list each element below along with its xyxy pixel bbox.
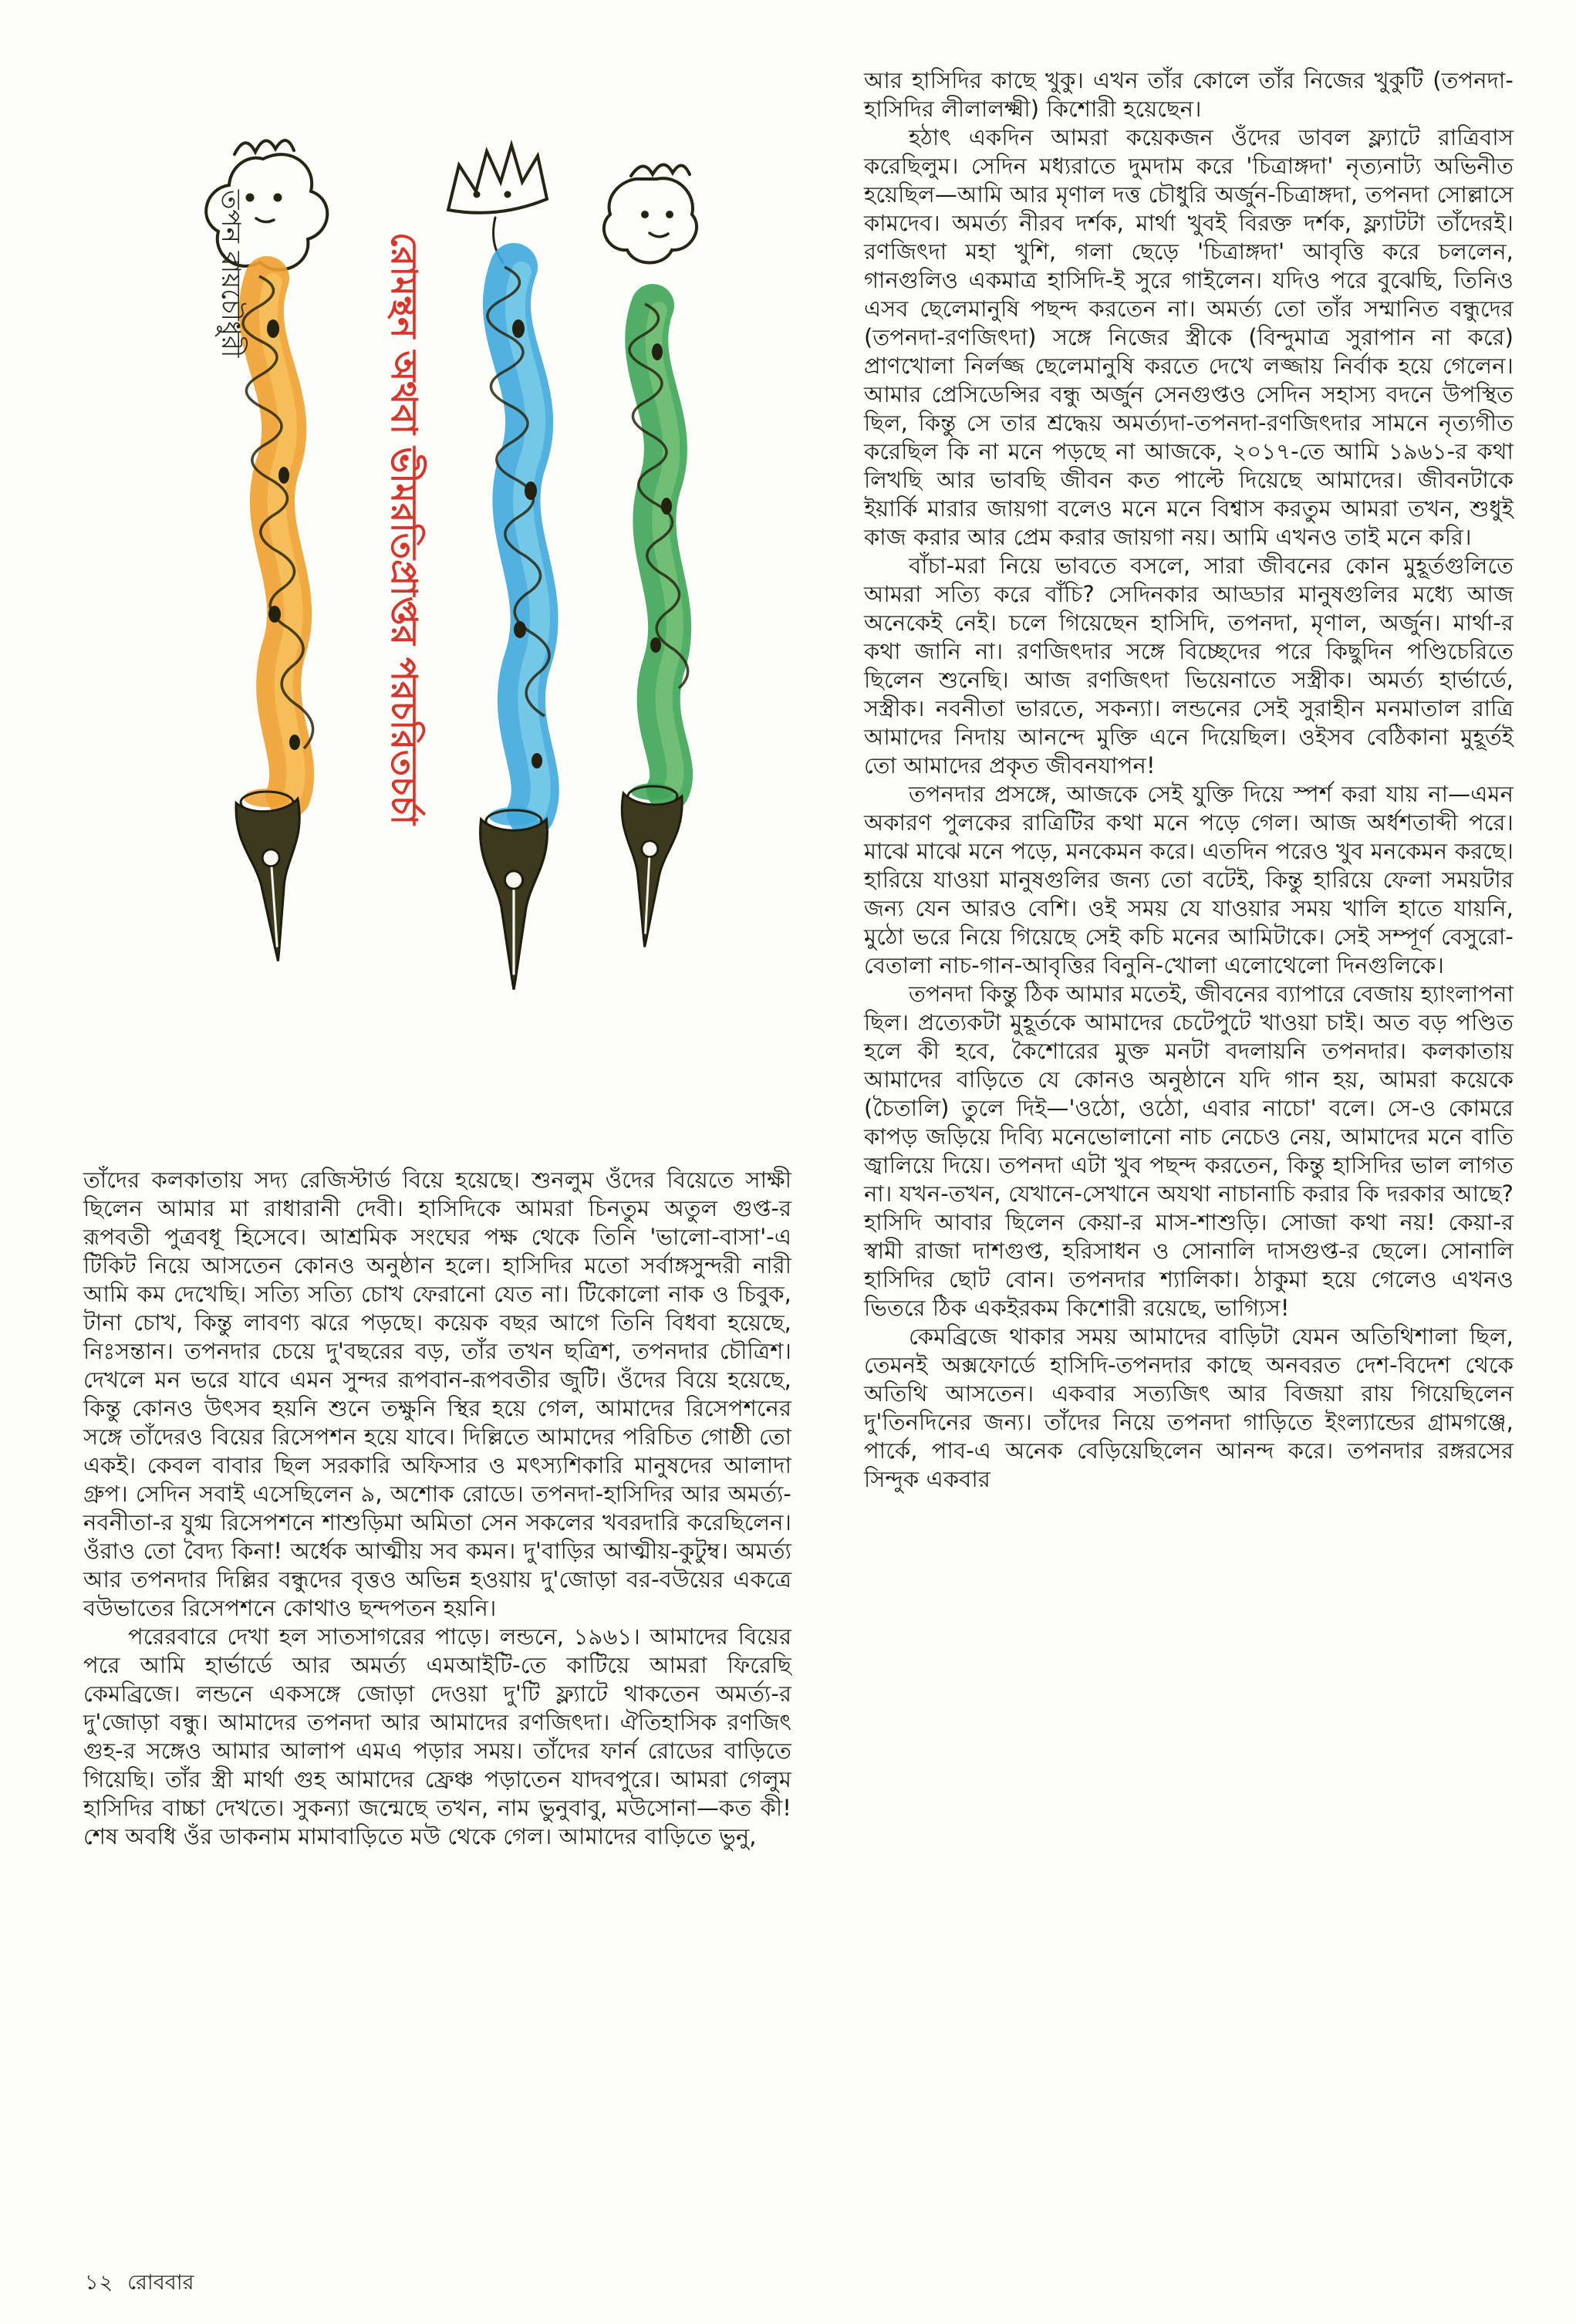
body-paragraph: তপনদার প্রসঙ্গে, আজকে সেই যুক্তি দিয়ে স্পর্শ করা যায় না—এমন অকারণ পুলকের রাত্রিটির কথা মনে পড়ে গেল। আজ অর্ধশতাব্দী পরে। মাঝে মাঝে মনে পড়ে, মনকেমন করে। এতদিন পরেও খুব মনকেমন করছে। হারিয়ে যাওয়া মানুষগুলির জন্য তো বটেই, কিন্তু হারিয়ে ফেলা সময়টার জন্য যেন আরও বেশি। ওই সময় যে যাওয়ার সময় খালি হাতে যায়নি, মুঠো ভরে নিয়ে গিয়েছে সেই কচি মনের আমিটাকে। সেই সম্পূর্ণ বেসুরো-বেতালা নাচ-গান-আবৃত্তির বিনুনি-খোলা এলোথেলো দিনগুলিকে।: [864, 781, 1514, 978]
body-paragraph: বাঁচা-মরা নিয়ে ভাবতে বসলে, সারা জীবনের কোন মুহূর্তগুলিতে আমরা সত্যি করে বাঁচি? সেদিনকার আড্ডার মানুষগুলির মধ্যে আজ অনেকেই নেই। চলে গিয়েছেন হাসিদি, তপনদা, মৃণাল, অর্জুন। মার্থা-র কথা জানি না। রণজিৎদার সঙ্গে বিচ্ছেদের পরে কিছুদিন পণ্ডিচেরিতে ছিলেন শুনেছি। আজ রণজিৎদা ভিয়েনাতে সস্ত্রীক। অমর্ত্য হার্ভার্ডে, সস্ত্রীক। নবনীতা ভারতে, সকন্যা। লন্ডনের সেই সুরাহীন মনমাতাল রাত্রি আমাদের নিদায় আনন্দে মুক্তি এনে দিয়েছিল। ওইসব বেঠিকানা মুহূর্তই তো আমাদের প্রকৃত জীবনযাপন!: [864, 552, 1514, 779]
body-paragraph: কেমব্রিজে থাকার সময় আমাদের বাড়িটা যেমন অতিথিশালা ছিল, তেমনই অক্সফোর্ডে হাসিদি-তপনদার কাছে অনবরত দেশ-বিদেশ থেকে অতিথি আসতেন। একবার সত্যজিৎ আর বিজয়া রায় গিয়েছিলেন দু'তিনদিনের জন্য। তাঁদের নিয়ে তপনদা গাড়িতে ইংল্যান্ডের গ্রামগঞ্জে, পার্কে, পাব-এ অনেক বেড়িয়েছিলেন আনন্দ করে। তপনদার রঙ্গরসের সিন্দুক একবার: [864, 1323, 1514, 1492]
pen-nib-icon: [615, 793, 683, 948]
ink-trail-orange: [241, 276, 313, 813]
body-paragraph: তাঁদের কলকাতায় সদ্য রেজিস্টার্ড বিয়ে হয়েছে। শুনলুম ওঁদের বিয়েতে সাক্ষী ছিলেন আমার মা রাধারানী দেবী। হাসিদিকে আমরা চিনতুম অতুল গুপ্ত-র রূপবতী পুত্রবধূ হিসেবে। আশ্রমিক সংঘের পক্ষ থেকে তিনি 'ভালো-বাসা'-এ টিকিট নিয়ে আসতেন কোনও অনুষ্ঠান হলে। হাসিদির মতো সর্বাঙ্গসুন্দরী নারী আমি কম দেখেছি। সত্যি সত্যি চোখ ফেরানো যেত না। টিকোলো নাক ও চিবুক, টানা চোখ, কিন্তু লাবণ্য ঝরে পড়ছে। কয়েক বছর আগে তিনি বিধবা হয়েছে, নিঃসন্তান। তপনদার চেয়ে দু'বছরের বড়, তাঁর তখন ছত্রিশ, তপনদার চৌত্রিশ। দেখলে মন ভরে যাবে এমন সুন্দর রূপবান-রূপবতীর জুটি। ওঁদের বিয়ে হয়েছে, কিন্তু কোনও উৎসব হয়নি শুনে তক্ষুনি স্থির হয়ে গেল, আমাদের রিসেপশনের সঙ্গে তাঁদেরও বিয়ের রিসেপশন হয়ে যাবে। দিল্লিতে আমাদের পরিচিত গোষ্ঠী তো একই। কেবল বাবার ছিল সরকারি অফিসার ও মৎস্যশিকারি মানুষদের আলাদা গ্রুপ। সেদিন সবাই এসেছিলেন ৯, অশোক রোডে। তপনদা-হাসিদির আর অমর্ত্য-নবনীতা-র যুগ্ম রিসেপশনে শাশুড়িমা অমিতা সেন সকলের খবরদারি করেছিলেন। ওঁরাও তো বৈদ্য কিনা! অর্ধেক আত্মীয় সব কমন। দু'বাড়ির আত্মীয়-কুটুম্ব। অমর্ত্য আর তপনদার দিল্লির বন্ধুদের বৃত্তও অভিন্ন হওয়ায় দু'জোড়া বর-বউয়ের একত্রে বউভাতের রিসেপশনে কোথাও ছন্দপতন হয়নি।: [83, 1167, 791, 1621]
body-paragraph: পরেরবারে দেখা হল সাতসাগরের পাড়ে। লন্ডনে, ১৯৬১। আমাদের বিয়ের পরে আমি হার্ভার্ডে আর অমর্ত্য এমআইটি-তে কাটিয়ে আমরা ফিরেছি কেমব্রিজে। লন্ডনে একসঙ্গে জোড়া দেওয়া দু'টি ফ্ল্যাটে থাকতেন অমর্ত্য-র দু'জোড়া বন্ধু। আমাদের তপনদা আর আমাদের রণজিৎদা। ঐতিহাসিক রণজিৎ গুহ-র সঙ্গেও আমার আলাপ এমএ পড়ার সময়। তাঁদের ফার্ন রোডের বাড়িতে গিয়েছি। তাঁর স্ত্রী মার্থা গুহ আমাদের ফ্রেঞ্চ পড়াতেন যাদবপুরে। আমরা গেলুম হাসিদির বাচ্চা দেখতে। সুকন্যা জন্মেছে তখন, নাম ভুনুবাবু, মউসোনা—কত কী! শেষ অবধি ওঁর ডাকনাম মামাবাড়িতে মউ থেকে গেল। আমাদের বাড়িতে ভুনু,: [83, 1623, 791, 1849]
right-column: [864, 66, 1514, 1494]
page-footer: [85, 2267, 194, 2302]
crown-doodle: [448, 145, 547, 262]
left-column: [83, 74, 791, 1851]
pen-nib-icon: [235, 799, 309, 963]
body-paragraph: তপনদা কিন্তু ঠিক আমার মতেই, জীবনের ব্যাপারে বেজায় হ্যাংলাপনা ছিল। প্রত্যেকটা মুহূর্তকে আমাদের চেটেপুটে খাওয়া চাই। অত বড় পণ্ডিত হলে কী হবে, কৈশোরের মুক্ত মনটা বদলায়নি তপনদার। কলকাতায় আমাদের বাড়িতে যে কোনও অনুষ্ঠানে যদি গান হয়, আমরা কয়েকে (চৈতালি) তুলে দিই—'ওঠো, ওঠো, এবার নাচো' বলে। সে-ও কোমরে কাপড় জড়িয়ে দিব্যি মনেভোলানো নাচ নেচেও নেয়, আমাদের মনে বাতি জ্বালিয়ে দিয়ে। তপনদা এটা খুব পছন্দ করতেন, কিন্তু হাসিদির ভাল লাগত না। যখন-তখন, যেখানে-সেখানে অযথা নাচানাচি করার কি দরকার আছে? হাসিদি আবার ছিলেন কেয়া-র মাস-শাশুড়ি। সোজা কথা নয়! কেয়া-র স্বামী রাজা দাশগুপ্ত, হরিসাধন ও সোনালি দাসগুপ্ত-র ছেলে। সোনালি হাসিদির ছোট বোন। তপনদার শ্যালিকা। ঠাকুমা হয়ে গেলেও এখনও ভিতরে ঠিক একইরকম কিশোরী রয়েছে, ভাগ্যিস!: [864, 981, 1514, 1321]
magazine-title: রোববার: [127, 2271, 194, 2295]
pen-nib-icon: [481, 819, 548, 989]
ink-trail-blue: [486, 267, 549, 832]
cover-illustration: [151, 74, 791, 1146]
ink-trail-green: [628, 304, 688, 806]
pen-ink-illustration: [151, 74, 791, 1143]
series-title: রোমন্থন অথবা ভীমরতিপ্রাপ্তর পরচরিতচর্চা: [383, 232, 425, 826]
body-paragraph: হঠাৎ একদিন আমরা কয়েকজন ওঁদের ডাবল ফ্ল্যাটে রাত্রিবাস করেছিলুম। সেদিন মধ্যরাতে দুমদাম করে 'চিত্রাঙ্গদা' নৃত্যনাট্য অভিনীত হয়েছিল—আমি আর মৃণাল দত্ত চৌধুরি অর্জুন-চিত্রাঙ্গদা, তপনদা সোল্লাসে কামদেব। অমর্ত্য নীরব দর্শক, মার্থা খুবই বিরক্ত দর্শক, ফ্ল্যাটটা তাঁদেরই। রণজিৎদা মহা খুশি, গলা ছেড়ে 'চিত্রাঙ্গদা' আবৃত্তি করে চললেন, গানগুলিও একমাত্র হাসিদি-ই সুরে গাইলেন। যদিও পরে বুঝেছি, তিনিও এসব ছেলেমানুষি পছন্দ করতেন না। অমর্ত্য তো তাঁর সম্মানিত বন্ধুদের (তপনদা-রণজিৎদা) সঙ্গে নিজের স্ত্রীকে (বিন্দুমাত্র সুরাপান না করে) প্রাণখোলা নির্লজ্জ ছেলেমানুষি করতে দেখে লজ্জায় নির্বাক হয়ে গেলেন। আমার প্রেসিডেন্সির বন্ধু অর্জুন সেনগুপ্তও সেদিন সহাস্য বদনে উপস্থিত ছিল, কিন্তু সে তার শ্রদ্ধেয় অমর্ত্যদা-তপনদা-রণজিৎদার সামনে নৃত্যগীত করেছিল কি না মনে পড়ছে না আজকে, ২০১৭-তে আমি ১৯৬১-র কথা লিখছি আর ভাবছি জীবন কত পাল্টে দিয়েছে আমাদের। জীবনটাকে ইয়ার্কি মারার জায়গা বলেও মনে মনে বিশ্বাস করতুম আমরা তখন, শুধুই কাজ করার আর প্রেম করার জায়গা নয়। আমি এখনও তাই মনে করি।: [864, 124, 1514, 550]
left-column-text: [83, 1166, 791, 1851]
face-doodle: [604, 164, 697, 262]
illustration-author-name: তপন রায়চৌধুরী: [215, 190, 246, 358]
body-paragraph: আর হাসিদির কাছে খুকু। এখন তাঁর কোলে তাঁর নিজের খুকুটি (তপনদা-হাসিদির লীলালক্ষ্মী) কিশোরী হয়েছেন।: [864, 67, 1514, 122]
page-number: ১২: [85, 2271, 114, 2295]
